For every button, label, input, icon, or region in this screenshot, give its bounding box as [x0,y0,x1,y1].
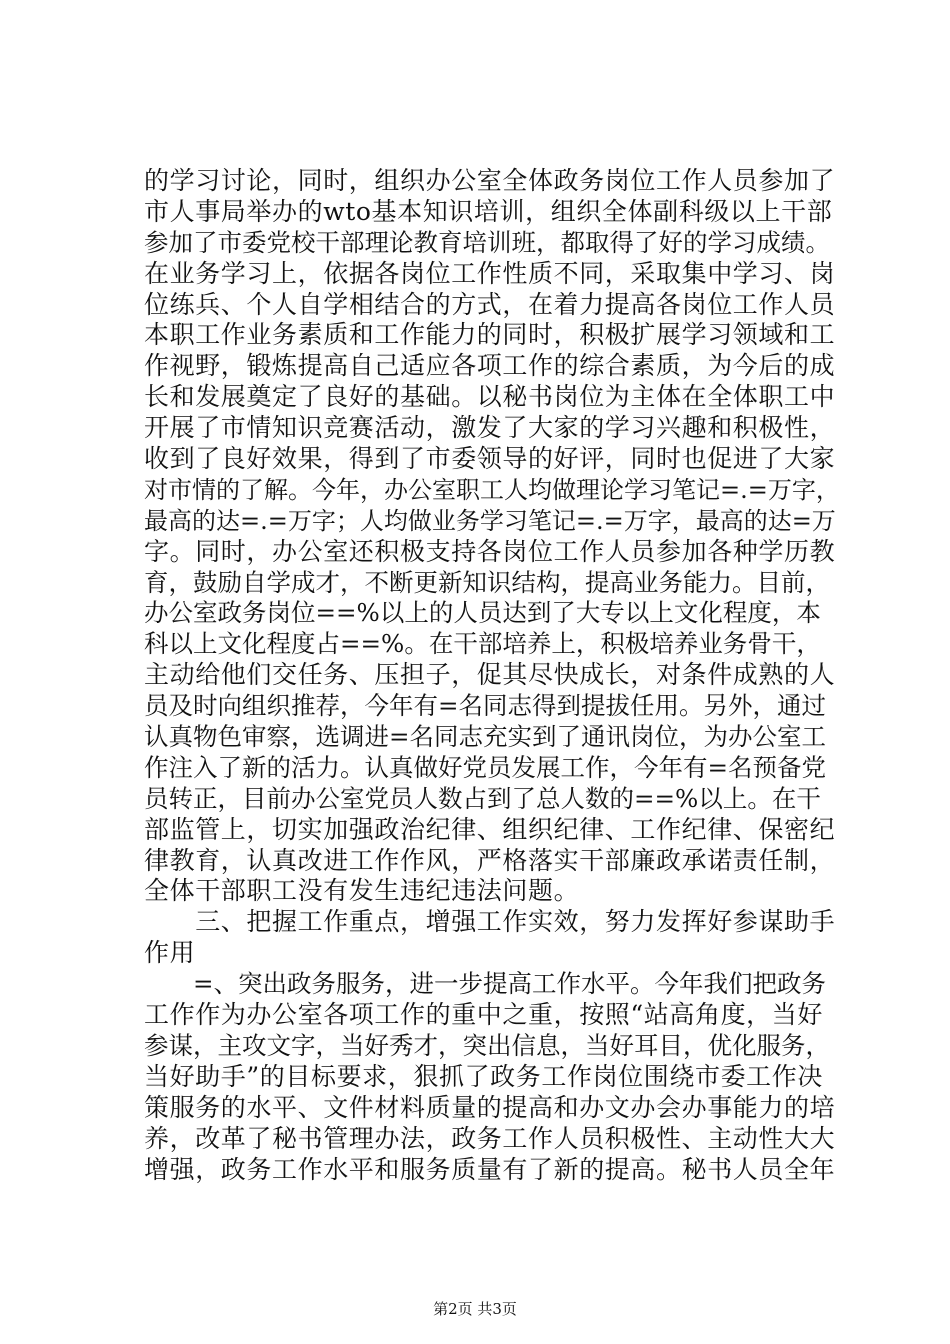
text-line: 育，鼓励自学成才，不断更新知识结构，提高业务能力。目前， [144,567,830,597]
text-line: 当好助手”的目标要求，狠抓了政务工作岗位围绕市委工作决 [144,1061,823,1091]
text-line: 长和发展奠定了良好的基础。以秘书岗位为主体在全体职工中 [144,382,836,412]
text-line: 对市情的了解。今年，办公室职工人均做理论学习笔记=.=万字， [144,475,840,504]
text-line: 律教育，认真改进工作作风，严格落实干部廉政承诺责任制， [144,845,836,875]
text-line: 员转正，目前办公室党员人数占到了总人数的==%以上。在干 [144,783,821,813]
text-line: 主动给他们交任务、压担子，促其尽快成长，对条件成熟的人 [144,660,836,690]
text-line: 全体干部职工没有发生违纪违法问题。 [144,876,580,906]
text-line: 科以上文化程度占==%。在干部培养上，积极培养业务骨干， [144,629,821,659]
text-line: 作用 [144,938,196,968]
text-line: 参谋，主攻文字，当好秀才，突出信息，当好耳目，优化服务， [144,1030,830,1060]
text-line: =、突出政务服务，进一步提高工作水平。今年我们把政务 [144,969,827,999]
text-line: 作注入了新的活力。认真做好党员发展工作，今年有=名预备党 [144,752,827,782]
text-line: 作视野，锻炼提高自己适应各项工作的综合素质，为今后的成 [144,351,836,381]
text-line: 策服务的水平、文件材料质量的提高和办文办会办事能力的培 [144,1092,836,1122]
text-line: 市人事局举办的wto基本知识培训，组织全体副科级以上干部 [144,196,833,226]
text-line: 最高的达=.=万字；人均做业务学习笔记=.=万字，最高的达=万 [144,506,836,535]
text-line: 员及时向组织推荐，今年有=名同志得到提拔任用。另外，通过 [144,691,827,721]
text-line: 本职工作业务素质和工作能力的同时，积极扩展学习领域和工 [144,320,836,350]
text-line: 在业务学习上，依据各岗位工作性质不同，采取集中学习、岗 [144,258,836,288]
text-line: 养，改革了秘书管理办法，政务工作人员积极性、主动性大大 [144,1123,836,1153]
text-line: 办公室政务岗位==%以上的人员达到了大专以上文化程度，本 [144,598,821,628]
text-line: 位练兵、个人自学相结合的方式，在着力提高各岗位工作人员 [144,289,836,319]
text-line: 工作作为办公室各项工作的重中之重，按照“站高角度，当好 [144,1000,823,1030]
text-line: 开展了市情知识竞赛活动，激发了大家的学习兴趣和积极性， [144,413,836,443]
text-line: 部监管上，切实加强政治纪律、组织纪律、工作纪律、保密纪 [144,814,836,844]
text-line: 字。同时，办公室还积极支持各岗位工作人员参加各种学历教 [144,536,836,566]
text-line: 的学习讨论，同时，组织办公室全体政务岗位工作人员参加了 [144,166,836,195]
text-line: 三、把握工作重点，增强工作实效，努力发挥好参谋助手 [144,907,836,937]
text-line: 认真物色审察，选调进=名同志充实到了通讯岗位，为办公室工 [144,722,827,752]
text-line: 增强，政务工作水平和服务质量有了新的提高。秘书人员全年 [144,1154,836,1184]
page-footer: 第2页 共3页 [433,1300,517,1318]
body-text [144,166,844,1185]
text-line: 参加了市委党校干部理论教育培训班，都取得了好的学习成绩。 [144,227,830,257]
text-line: 收到了良好效果，得到了市委领导的好评，同时也促进了大家 [144,444,836,474]
